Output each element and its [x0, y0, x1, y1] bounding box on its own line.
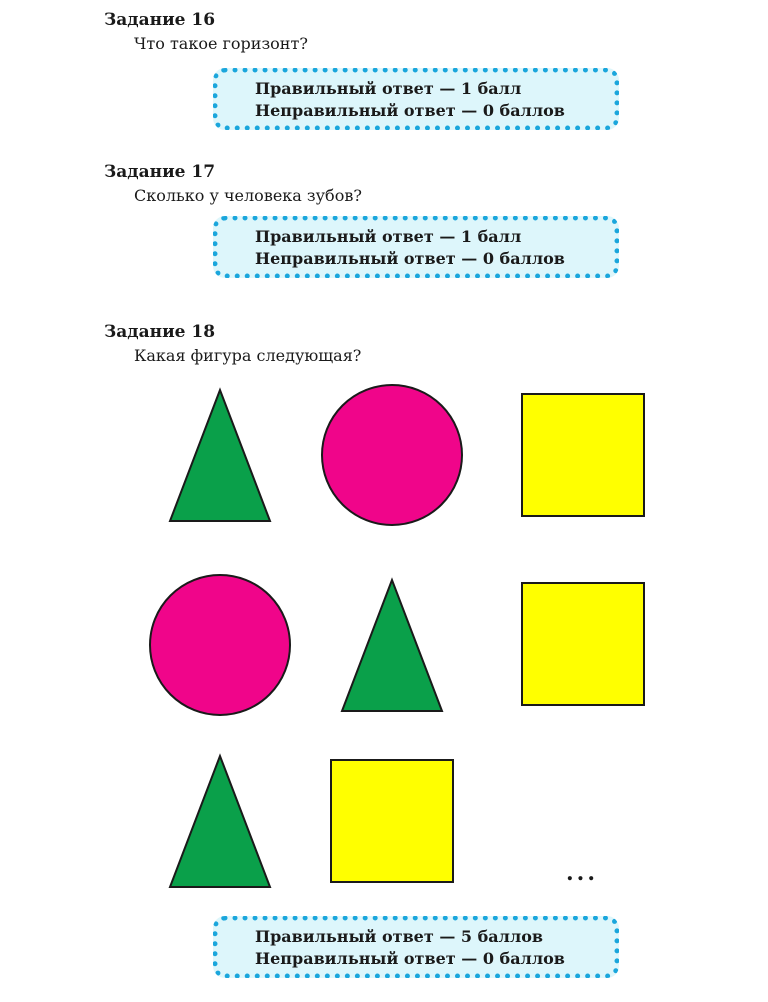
- square-shape: [522, 583, 644, 705]
- task-18-question: Какая фигура следующая?: [134, 346, 362, 365]
- triangle-shape: [342, 580, 442, 711]
- square-shape: [331, 760, 453, 882]
- task-17-title: Задание 17: [104, 162, 216, 182]
- task-16-correct-score: Правильный ответ — 1 балл: [255, 79, 522, 98]
- task-18-incorrect-score: Неправильный ответ — 0 баллов: [255, 949, 565, 968]
- task-17-question: Сколько у человека зубов?: [134, 186, 362, 205]
- circle-shape: [150, 575, 290, 715]
- continuation-mark: ...: [566, 860, 598, 886]
- task-18-score-box: [213, 916, 619, 978]
- square-shape: [522, 394, 644, 516]
- task-18-correct-score: Правильный ответ — 5 баллов: [255, 927, 544, 946]
- task-16-incorrect-score: Неправильный ответ — 0 баллов: [255, 101, 565, 120]
- task-18-title: Задание 18: [104, 322, 216, 342]
- triangle-shape: [170, 390, 270, 521]
- task-17-incorrect-score: Неправильный ответ — 0 баллов: [255, 249, 565, 268]
- circle-shape: [322, 385, 462, 525]
- task-16-question: Что такое горизонт?: [134, 34, 308, 53]
- task-16-title: Задание 16: [104, 10, 216, 30]
- triangle-shape: [170, 756, 270, 887]
- task-17-correct-score: Правильный ответ — 1 балл: [255, 227, 522, 246]
